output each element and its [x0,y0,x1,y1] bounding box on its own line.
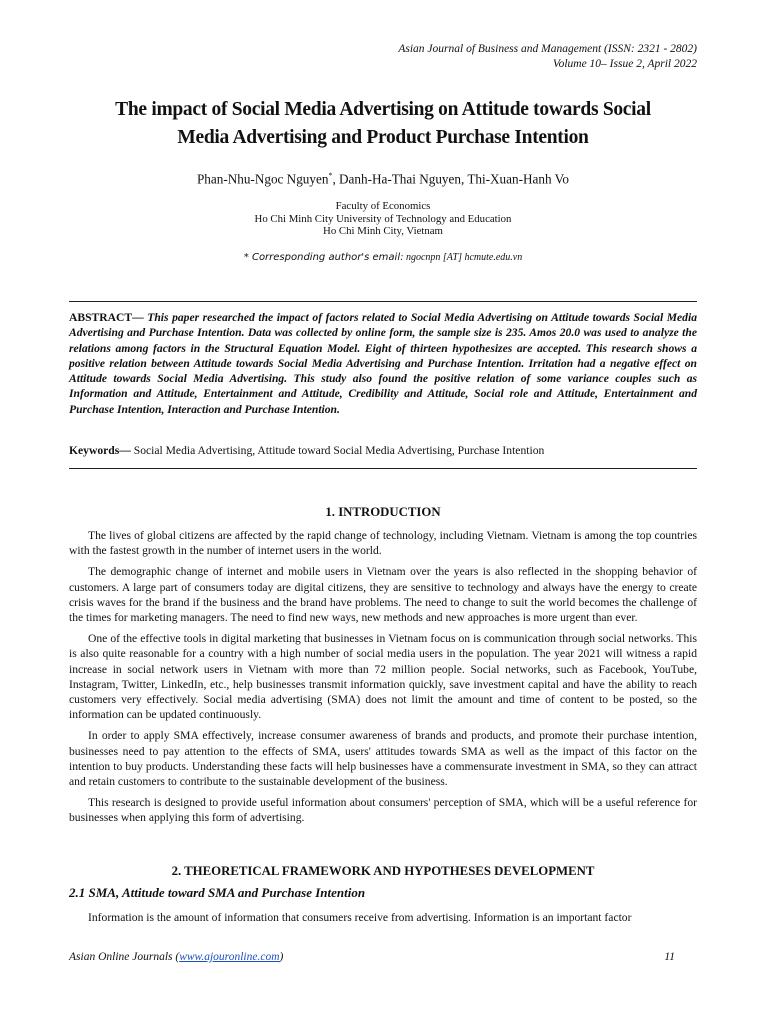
bottom-divider [69,468,697,469]
intro-paragraph: In order to apply SMA effectively, increase consumer awareness of brands and products, and promote their purchase intention, businesses need to pay attention to the effects of SMA, users' attitudes towards SMA as well as the impact of this factor on the intention to buy products. Understanding these facts will help businesses have a commensurate investment in SMA, so they can attract and retain customers to contribute to the sustainable development of the business. [69,729,697,789]
affiliation-city: Ho Chi Minh City, Vietnam [323,225,443,237]
keywords [69,443,697,458]
keywords-text: Social Media Advertising, Attitude toward Social Media Advertising, Purchase Intention [130,444,545,457]
intro-paragraph: The lives of global citizens are affected by the rapid change of technology, including Vietnam. Vietnam is among the top countries with the fastest growth in the number of internet users in the world. [69,529,697,558]
introduction-body [69,528,697,832]
author-list [69,171,697,187]
title-line-2: Media Advertising and Product Purchase Intention [177,127,589,148]
abstract [69,310,697,417]
page-number: 11 [664,951,675,963]
affiliation-faculty: Faculty of Economics [335,200,431,212]
email-address: : ngocnpn [AT] hcmute.edu.vn [400,252,523,263]
title-line-1: The impact of Social Media Advertising on Attitude towards Social [115,99,651,120]
affiliation-university: Ho Chi Minh City University of Technology and Education [254,212,512,225]
top-divider [69,301,697,302]
email-label: * Corresponding author's email [243,252,401,263]
paper-title [69,96,697,152]
journal-header [398,42,697,72]
footer-suffix: ) [279,951,284,963]
section-heading-introduction: 1. INTRODUCTION [325,505,441,519]
subsection-heading: 2.1 SMA, Attitude toward SMA and Purchase Intention [69,885,366,900]
intro-paragraph: This research is designed to provide useful information about consumers' perception of SMA, which will be a useful reference for businesses when applying this form of advertising. [69,796,697,825]
framework-body [69,910,697,931]
intro-paragraph: One of the effective tools in digital marketing that businesses in Vietnam focus on is communication through social networks. This is also quite reasonable for a country with a high number of social media users in the population. The year 2021 will witness a rapid increase in social network users in Vietnam with more than 72 million people. Social networks, such as Facebook, YouTube, Instagram, Twitter, LinkedIn, etc., help businesses transmit information quickly, save investment capital and have the ability to reach customers very effectively. Social media advertising (SMA) does not limit the amount and time of content to be posted, so the information can be updated continuously. [69,632,697,722]
corresponding-mark: * [328,171,333,180]
intro-paragraph: The demographic change of internet and mobile users in Vietnam over the years is also reflected in the shopping behavior of customers. A large part of consumers today are digital citizens, they are sensitive to technology and always have the energy to create crisis waves for the brand if the business and the brand have problems. The need to change to suit the world becomes the challenge of the times for marketing managers. The need to find new ways, new methods and new approaches is more urgent than ever. [69,565,697,625]
journal-volume: Volume 10– Issue 2, April 2022 [552,58,697,70]
corresponding-email [69,251,697,263]
affiliation [69,200,697,238]
footer-prefix: Asian Online Journals ( [69,951,180,963]
abstract-text: This paper researched the impact of factors related to Social Media Advertising on Attitude towards Social Media Advertising and Purchase Intention. Data was collected by online form, the sample size is 235. Amos 20.0 was used to analyze the relations among factors in the Structural Equation Model. Eight of thirteen hypothesizes are accepted. This research shows a positive relation between Attitude towards Social Media Advertising and Purchase Intention. Irritation had a negative effect on Attitude towards Social Media Advertising. This study also found the positive relation of some variance couples such as Information and Attitude, Entertainment and Attitude, Credibility and Attitude, Social role and Attitude, Entertainment and Purchase Intention, Interaction and Purchase Intention. [69,311,697,416]
keywords-label: Keywords— [69,444,131,457]
journal-name: Asian Journal of Business and Management (ISSN: 2321 - 2802) [398,43,697,55]
journal-website-link[interactable]: www.ajouronline.com [179,951,280,963]
abstract-label: ABSTRACT— [69,311,144,324]
other-authors: , Danh-Ha-Thai Nguyen, Thi-Xuan-Hanh Vo [332,171,570,187]
framework-paragraph: Information is the amount of information that consumers receive from advertising. Information is an important factor [88,911,632,924]
page-footer [69,951,675,963]
first-author: Phan-Nhu-Ngoc Nguyen [196,171,329,187]
section-heading-framework: 2. THEORETICAL FRAMEWORK AND HYPOTHESES DEVELOPMENT [171,864,595,878]
